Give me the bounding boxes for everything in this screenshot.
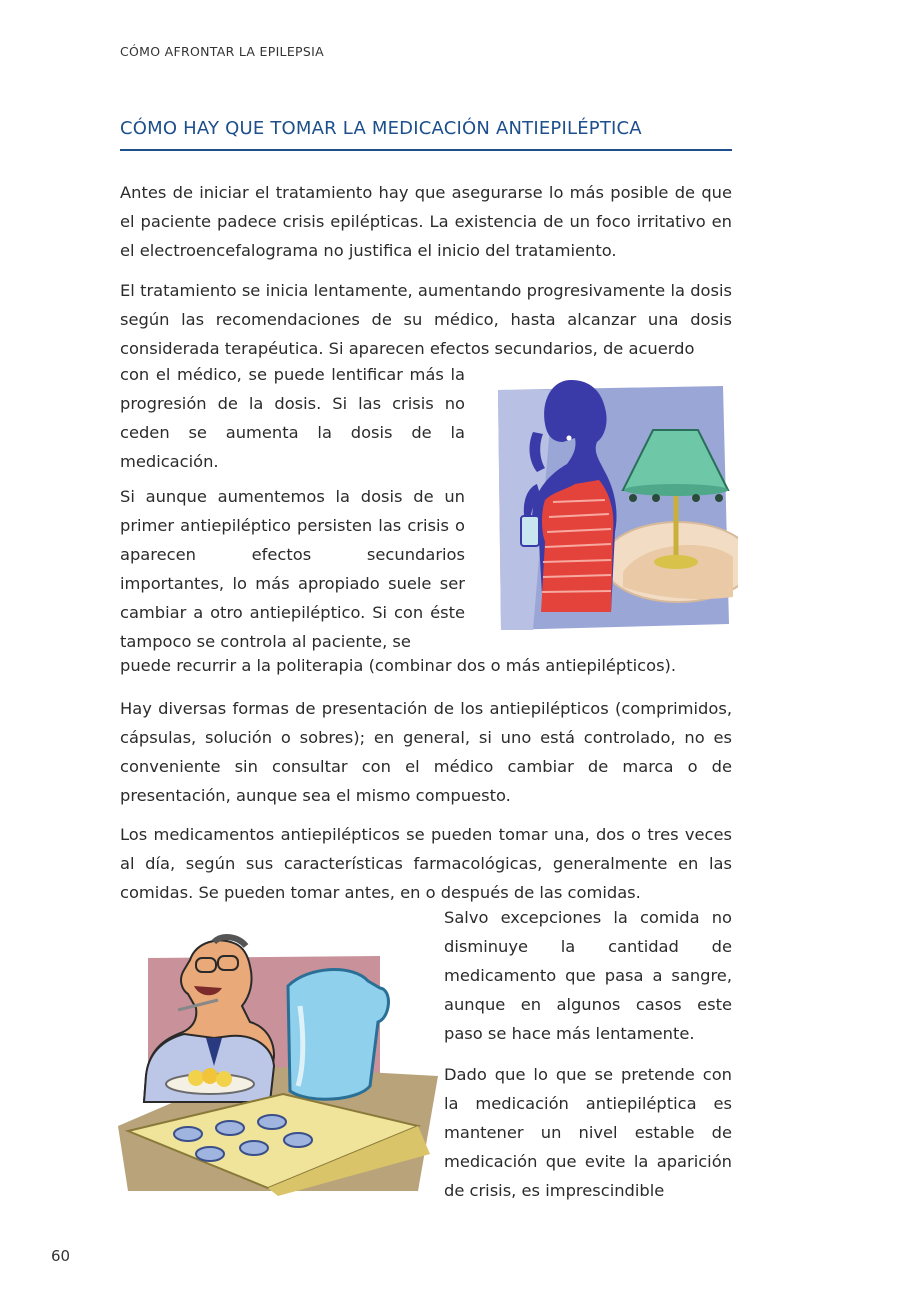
running-header: CÓMO AFRONTAR LA EPILEPSIA [120, 44, 324, 59]
paragraph-5-continued: Salvo excepciones la comida no disminuye la cantidad de medicamento que pasa a sangre, aunque en algunos casos este paso se hace más lentamente. [444, 908, 732, 1043]
page-number: 60 [51, 1247, 71, 1265]
paragraph-2: El tratamiento se inicia lentamente, aumentando progresivamente la dosis según las recomendaciones de su médico, hasta alcanzar una dosis considerada terapéutica. Si aparecen efectos secundarios, de acuerdo [120, 281, 732, 358]
paragraph-4: Hay diversas formas de presentación de los antiepilépticos (comprimidos, cápsulas, solución o sobres); en general, si uno está controlado, no es conveniente sin consultar con el médico cambiar de marca o de presentación, aunque sea el mismo compuesto. [120, 699, 732, 805]
paragraph-3-continued: puede recurrir a la politerapia (combinar dos o más antiepilépticos). [120, 656, 677, 675]
paragraph-1: Antes de iniciar el tratamiento hay que asegurarse lo más posible de que el paciente padece crisis epilépticas. La existencia de un foco irritativo en el electroencefalograma no justifica el inicio del tratamiento. [120, 183, 732, 260]
section-title: CÓMO HAY QUE TOMAR LA MEDICACIÓN ANTIEPILÉPTICA [120, 118, 732, 151]
paragraph-3: Si aunque aumentemos la dosis de un primer antiepiléptico persisten las crisis o aparecen efectos secundarios importantes, lo más apropiado suele ser cambiar a otro antiepiléptico. Si con éste tampoco se controla al paciente, se [120, 487, 465, 651]
paragraph-2-continued: con el médico, se puede lentificar más la progresión de la dosis. Si las crisis no ceden se aumenta la dosis de la medicación. [120, 365, 465, 471]
woman-taking-pill-icon [493, 372, 738, 642]
man-eating-with-medication-icon [118, 926, 438, 1196]
paragraph-6: Dado que lo que se pretende con la medicación antiepiléptica es mantener un nivel estable de medicación que evite la aparición de crisis, es imprescindible [444, 1065, 732, 1200]
paragraph-5: Los medicamentos antiepilépticos se pueden tomar una, dos o tres veces al día, según sus características farmacológicas, generalmente en las comidas. Se pueden tomar antes, en o después de las comidas. [120, 825, 732, 902]
